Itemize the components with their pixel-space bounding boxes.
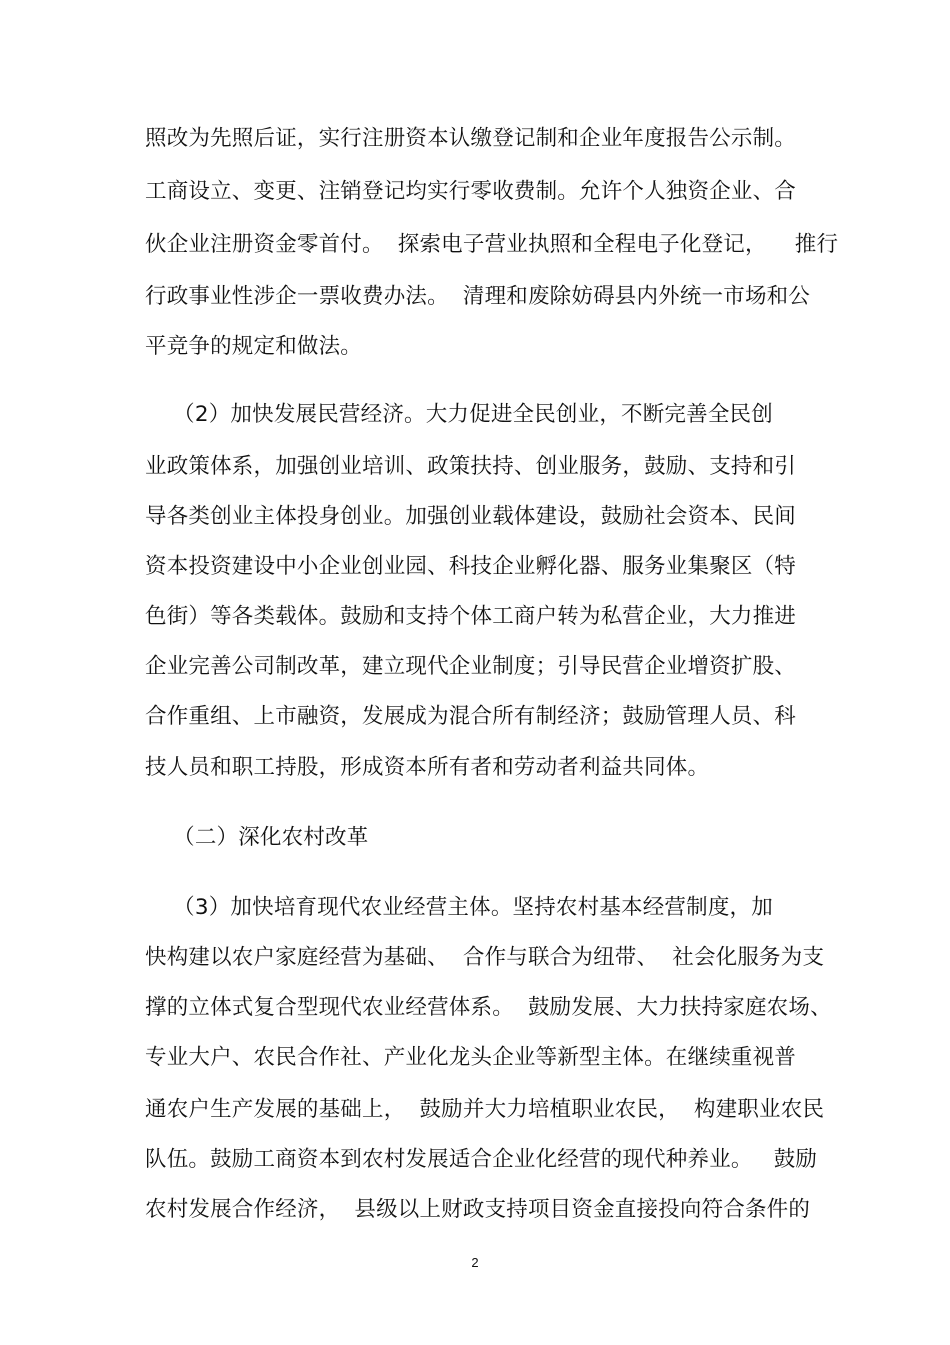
text-line: 通农户生产发展的基础上， 鼓励并大力培植职业农民， 构建职业农民	[145, 1097, 825, 1122]
text-line: 撑的立体式复合型现代农业经营体系。 鼓励发展、大力扶持家庭农场、	[145, 995, 832, 1020]
text-line: 农村发展合作经济， 县级以上财政支持项目资金直接投向符合条件的	[145, 1197, 811, 1222]
text-line: 快构建以农户家庭经营为基础、 合作与联合为纽带、 社会化服务为支	[145, 945, 825, 970]
text-line: 业政策体系，加强创业培训、政策扶持、创业服务，鼓励、支持和引	[145, 454, 797, 479]
text-line: 行政事业性涉企一票收费办法。 清理和废除妨碍县内外统一市场和公	[145, 284, 811, 309]
text-line: 资本投资建设中小企业创业园、科技企业孵化器、服务业集聚区（特	[145, 554, 797, 579]
text-line: 专业大户、农民合作社、产业化龙头企业等新型主体。在继续重视普	[145, 1045, 797, 1070]
text-line: 企业完善公司制改革，建立现代企业制度；引导民营企业增资扩股、	[145, 654, 797, 679]
text-line: 合作重组、上市融资，发展成为混合所有制经济；鼓励管理人员、科	[145, 704, 797, 729]
text-line: 伙企业注册资金零首付。 探索电子营业执照和全程电子化登记， 推行	[145, 232, 839, 257]
paragraph-heading-2: （2）加快发展民营经济。大力促进全民创业，不断完善全民创	[145, 402, 773, 427]
text-line: 技人员和职工持股，形成资本所有者和劳动者利益共同体。	[145, 755, 710, 780]
paragraph-heading-3: （3）加快培育现代农业经营主体。坚持农村基本经营制度，加	[145, 895, 773, 920]
text-line: 照改为先照后证，实行注册资本认缴登记制和企业年度报告公示制。	[145, 126, 797, 151]
text-line: 导各类创业主体投身创业。加强创业载体建设，鼓励社会资本、民间	[145, 504, 797, 529]
page-number: 2	[471, 1255, 479, 1270]
section-heading: （二）深化农村改革	[145, 825, 369, 850]
text-line: 队伍。鼓励工商资本到农村发展适合企业化经营的现代种养业。 鼓励	[145, 1147, 818, 1172]
text-line: 工商设立、变更、注销登记均实行零收费制。允许个人独资企业、合	[145, 179, 797, 204]
text-line: 平竞争的规定和做法。	[145, 334, 363, 359]
text-line: 色街）等各类载体。鼓励和支持个体工商户转为私营企业，大力推进	[145, 604, 797, 629]
